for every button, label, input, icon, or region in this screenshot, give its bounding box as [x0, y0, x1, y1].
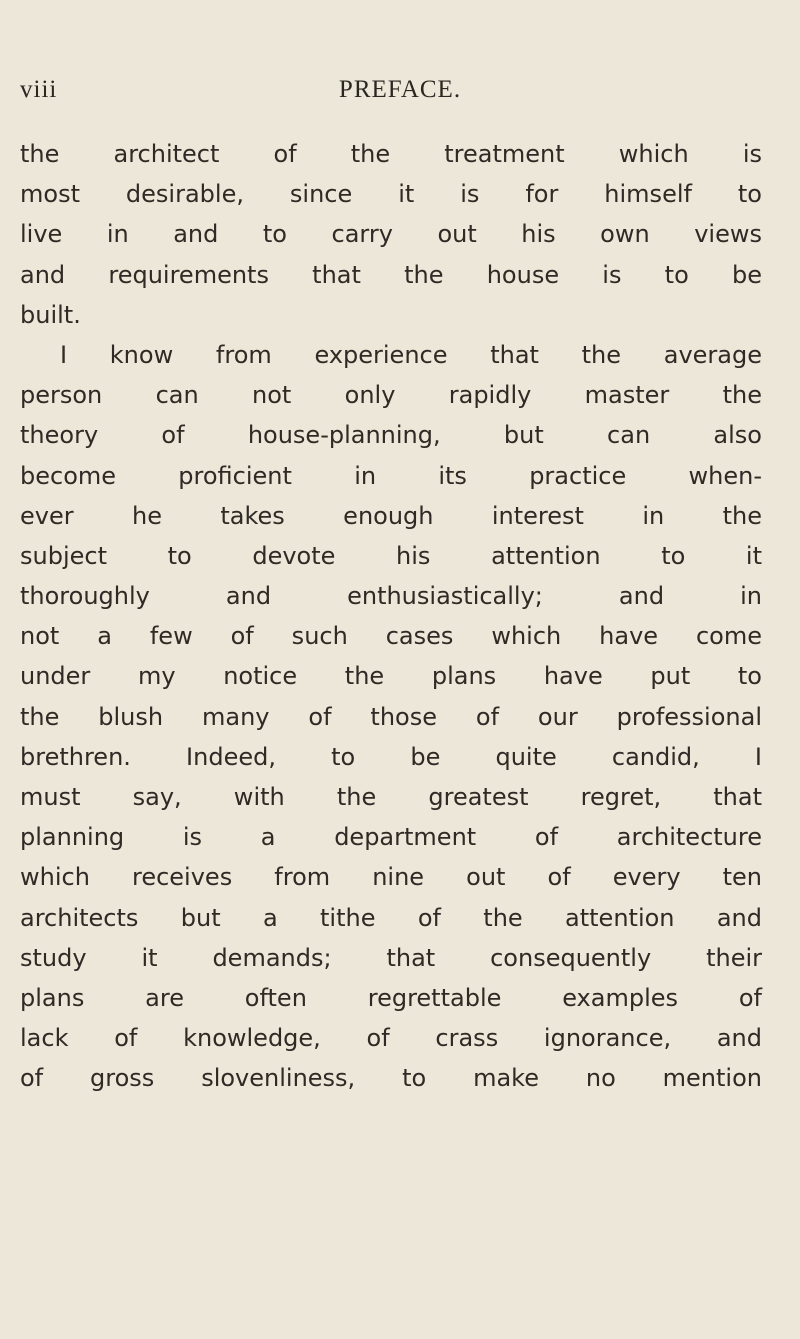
text-line: and requirements that the house is to be: [20, 260, 762, 289]
text-line: the blush many of those of our professional: [20, 702, 762, 731]
text-line: most desirable, since it is for himself to: [20, 180, 762, 209]
text-line: live in and to carry out his own views: [20, 220, 762, 249]
text-line: brethren. Indeed, to be quite candid, I: [20, 742, 762, 771]
page-number: viii: [20, 76, 58, 103]
text-line: subject to devote his attention to it: [20, 541, 762, 570]
text-line: person can not only rapidly master the: [20, 381, 762, 410]
text-line: I know from experience that the average: [60, 340, 762, 369]
text-line: the architect of the treatment which is: [20, 140, 762, 168]
paragraph-2: [20, 335, 762, 1099]
running-head: [0, 76, 800, 116]
text-line: of gross slovenliness, to make no mention: [20, 1064, 762, 1093]
text-line: planning is a department of architecture: [20, 823, 762, 852]
text-line: theory of house-planning, but can also: [20, 421, 762, 450]
text-line: architects but a tithe of the attention and: [20, 903, 762, 932]
text-line: not a few of such cases which have come: [20, 622, 762, 651]
text-line: thoroughly and enthusiastically; and in: [20, 582, 762, 611]
text-line: must say, with the greatest regret, that: [20, 783, 762, 811]
text-line: which receives from nine out of every ten: [20, 863, 762, 892]
text-line: ever he takes enough interest in the: [20, 501, 762, 530]
text-line: study it demands; that consequently their: [20, 943, 762, 972]
page-title: PREFACE.: [338, 76, 462, 103]
paragraph-1: [20, 134, 762, 335]
text-line: lack of knowledge, of crass ignorance, and: [20, 1024, 762, 1053]
text-line: become proficient in its practice when-: [20, 461, 762, 490]
text-line: plans are often regrettable examples of: [20, 983, 762, 1012]
text-line: under my notice the plans have put to: [20, 662, 762, 691]
text-line: built.: [20, 300, 81, 329]
body-text: [20, 134, 762, 1099]
